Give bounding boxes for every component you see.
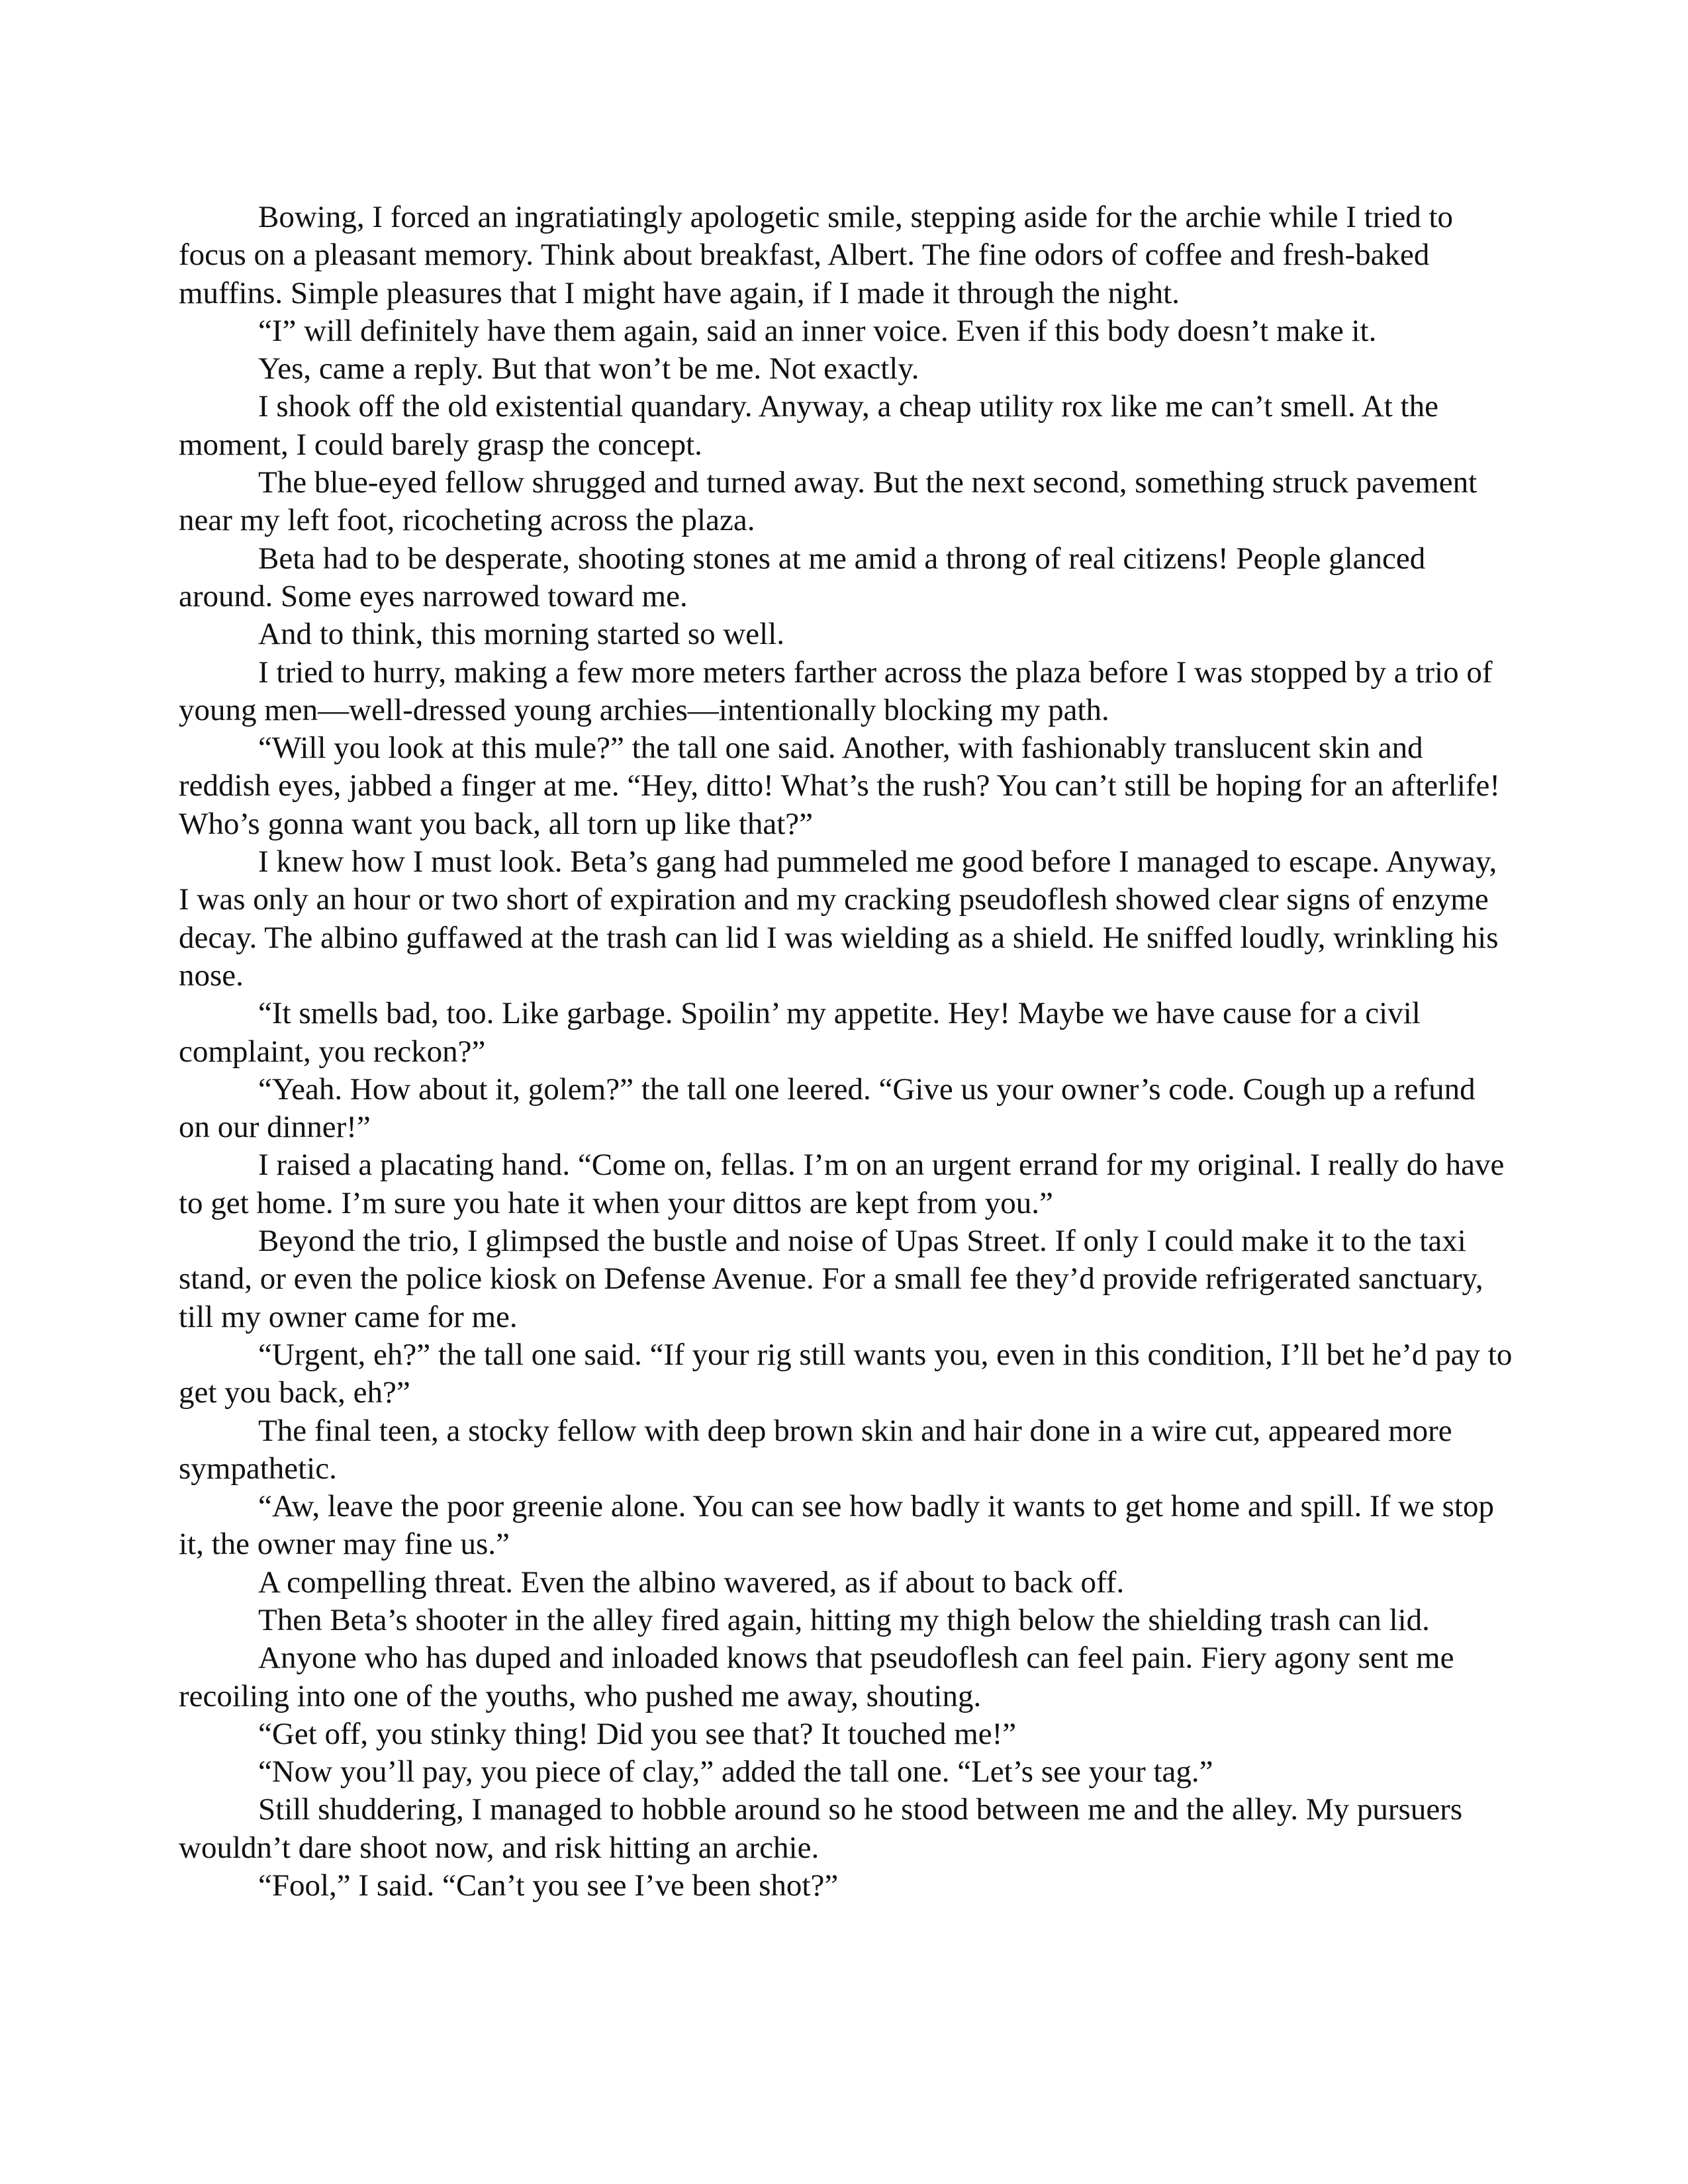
paragraph: And to think, this morning started so well. <box>258 617 785 652</box>
paragraph: “Now you’ll pay, you piece of clay,” added the tall one. “Let’s see your tag.” <box>258 1754 1213 1790</box>
paragraph: I shook off the old existential quandary. Anyway, a cheap utility rox like me can’t smell. At the moment, I could barely grasp the concept. <box>179 389 1438 462</box>
paragraph: Beta had to be desperate, shooting stones at me amid a throng of real citizens! People glanced around. Some eyes narrowed toward me. <box>179 541 1426 614</box>
paragraph: I knew how I must look. Beta’s gang had pummeled me good before I managed to escape. Anyway, I was only an hour or two short of expiration and my cracking pseudoflesh showed clear signs of enzyme decay. The albino guffawed at the trash can lid I was wielding as a shield. He sniffed loudly, wrinkling his nose. <box>179 844 1499 993</box>
paragraph: Beyond the trio, I glimpsed the bustle and noise of Upas Street. If only I could make it to the taxi stand, or even the police kiosk on Defense Avenue. For a small fee they’d provide refrigerated sanctuary, till my owner came for me. <box>179 1224 1483 1334</box>
paragraph: “I” will definitely have them again, said an inner voice. Even if this body doesn’t make it. <box>258 313 1377 348</box>
paragraph: “Get off, you stinky thing! Did you see that? It touched me!” <box>258 1716 1017 1751</box>
paragraph: “Will you look at this mule?” the tall one said. Another, with fashionably translucent skin and reddish eyes, jabbed a finger at me. “Hey, ditto! What’s the rush? You can’t still be hoping for an afterlife! Who’s gonna want you back, all torn up like that?” <box>179 731 1501 841</box>
paragraph: “Yeah. How about it, golem?” the tall one leered. “Give us your owner’s code. Cough up a refund on our dinner!” <box>179 1071 1476 1145</box>
paragraph: Anyone who has duped and inloaded knows that pseudoflesh can feel pain. Fiery agony sent me recoiling into one of the youths, who pushed me away, shouting. <box>179 1641 1454 1713</box>
body-text <box>179 199 1513 1905</box>
paragraph: “Fool,” I said. “Can’t you see I’ve been shot?” <box>258 1868 839 1903</box>
paragraph: “Aw, leave the poor greenie alone. You can see how badly it wants to get home and spill. If we stop it, the owner may fine us.” <box>179 1489 1494 1562</box>
paragraph: The blue-eyed fellow shrugged and turned away. But the next second, something struck pavement near my left foot, ricocheting across the plaza. <box>179 465 1477 538</box>
paragraph: Yes, came a reply. But that won’t be me. Not exactly. <box>258 351 919 387</box>
paragraph: Then Beta’s shooter in the alley fired again, hitting my thigh below the shielding trash can lid. <box>258 1602 1430 1637</box>
paragraph: Still shuddering, I managed to hobble around so he stood between me and the alley. My pursuers wouldn’t dare shoot now, and risk hitting an archie. <box>179 1792 1463 1865</box>
paragraph: A compelling threat. Even the albino wavered, as if about to back off. <box>258 1565 1125 1600</box>
paragraph: I raised a placating hand. “Come on, fellas. I’m on an urgent errand for my original. I really do have to get home. I’m sure you hate it when your dittos are kept from you.” <box>179 1148 1505 1220</box>
paragraph: Bowing, I forced an ingratiatingly apologetic smile, stepping aside for the archie while I tried to focus on a pleasant memory. Think about breakfast, Albert. The fine odors of coffee and fresh-baked muffins. Simple pleasures that I might have again, if I made it through the night. <box>179 200 1454 310</box>
paragraph: I tried to hurry, making a few more meters farther across the plaza before I was stopped by a trio of young men—well-dressed young archies—intentionally blocking my path. <box>179 655 1493 727</box>
paragraph: “Urgent, eh?” the tall one said. “If your rig still wants you, even in this condition, I’ll bet he’d pay to get you back, eh?” <box>179 1337 1513 1410</box>
paragraph: “It smells bad, too. Like garbage. Spoilin’ my appetite. Hey! Maybe we have cause for a civil complaint, you reckon?” <box>179 996 1421 1069</box>
paragraph: The final teen, a stocky fellow with deep brown skin and hair done in a wire cut, appeared more sympathetic. <box>179 1413 1452 1486</box>
